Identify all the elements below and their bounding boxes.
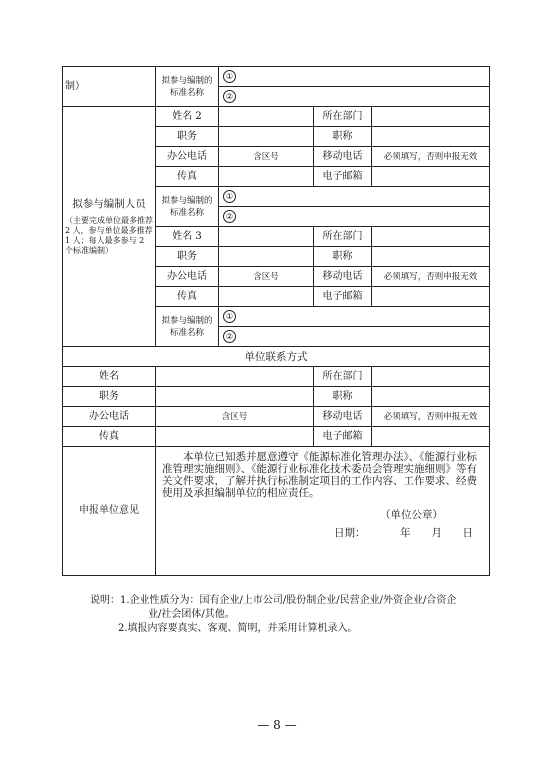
marker-one: ①	[223, 70, 236, 83]
mobile-field[interactable]: 必须填写，否则申报无效	[372, 407, 490, 427]
department-field[interactable]	[372, 367, 490, 387]
marker-one: ①	[223, 310, 236, 323]
note-line-2: 业/社会团体/其他。	[148, 609, 235, 620]
page-number: — 8 —	[257, 718, 297, 732]
title-field[interactable]	[372, 127, 490, 147]
department-field[interactable]	[372, 227, 490, 247]
marker-one: ①	[223, 190, 236, 203]
unit-seal-label: （单位公章）	[380, 509, 444, 521]
unit-name-field[interactable]	[156, 367, 314, 387]
unit-fax-row	[63, 427, 490, 447]
standard-field-2[interactable]	[219, 207, 490, 227]
standard-field-1[interactable]	[219, 67, 490, 87]
marker-two: ②	[223, 210, 236, 223]
unit-contact-title: 单位联系方式	[63, 347, 490, 367]
fax-field[interactable]	[219, 167, 314, 187]
department-label: 所在部门	[314, 367, 372, 387]
note-line-3: 2.填报内容要真实、客观、简明，并采用计算机录入。	[118, 623, 358, 634]
standard-field-2[interactable]	[219, 327, 490, 347]
prev-section-tail: 制）	[63, 67, 156, 107]
office-phone-field[interactable]: 含区号	[219, 147, 314, 167]
month-label: 月	[431, 527, 442, 539]
personnel-group-note: （主要完成单位最多推荐 2 人，参与单位最多推荐 1 人；每人最多参与 2 个标准编制）	[65, 215, 153, 255]
standard-field-1[interactable]	[219, 187, 490, 207]
date-label: 日期：	[333, 527, 366, 539]
personnel-group-cell	[63, 107, 156, 347]
day-label: 日	[462, 527, 474, 539]
note-line-1: 说明：1.企业性质分为：国有企业/上市公司/股份制企业/民营企业/外资企业/合资企	[90, 595, 457, 606]
email-label: 电子邮箱	[314, 167, 372, 187]
proposed-standard-label: 拟参与编制的标准名称	[156, 187, 219, 227]
proposed-standard-label: 拟参与编制的标准名称	[156, 307, 219, 347]
email-field[interactable]	[372, 287, 490, 307]
marker-two: ②	[223, 90, 236, 103]
mobile-label: 移动电话	[314, 147, 372, 167]
email-label: 电子邮箱	[314, 427, 372, 447]
title-field[interactable]	[372, 387, 490, 407]
position-label: 职务	[63, 387, 156, 407]
title-label: 职称	[314, 127, 372, 147]
fax-field[interactable]	[219, 287, 314, 307]
notes	[90, 594, 490, 636]
mobile-label: 移动电话	[314, 407, 372, 427]
office-phone-field[interactable]: 含区号	[156, 407, 314, 427]
position-field[interactable]	[219, 127, 314, 147]
department-label: 所在部门	[314, 227, 372, 247]
fax-label: 传真	[156, 167, 219, 187]
standard-row-prev-1	[63, 67, 490, 87]
name2-label: 姓名 2	[156, 107, 219, 127]
name3-label: 姓名 3	[156, 227, 219, 247]
unit-phone-row	[63, 407, 490, 427]
email-label: 电子邮箱	[314, 287, 372, 307]
application-form-table	[62, 66, 490, 576]
date-line	[162, 527, 483, 539]
year-label: 年	[400, 527, 411, 539]
fax-field[interactable]	[156, 427, 314, 447]
unit-name-label: 姓名	[63, 367, 156, 387]
fax-label: 传真	[156, 287, 219, 307]
position-field[interactable]	[156, 387, 314, 407]
opinion-row	[63, 447, 490, 576]
position-label: 职务	[156, 247, 219, 267]
marker-two: ②	[223, 330, 236, 343]
email-field[interactable]	[372, 167, 490, 187]
person2-name-row	[63, 107, 490, 127]
office-phone-label: 办公电话	[63, 407, 156, 427]
opinion-cell	[156, 447, 490, 576]
position-field[interactable]	[219, 247, 314, 267]
opinion-label: 申报单位意见	[63, 447, 156, 576]
unit-name-row	[63, 367, 490, 387]
name3-field[interactable]	[219, 227, 314, 247]
opinion-statement: 本单位已知悉并愿意遵守《能源标准化管理办法》、《能源行业标准管理实施细则》、《能源行业标准化技术委员会管理实施细则》等有关文件要求，了解并执行标准制定项目的工作内容、工作要求、经费使用及承担编制单位的相应责任。	[162, 451, 477, 499]
position-label: 职务	[156, 127, 219, 147]
standard-field-1[interactable]	[219, 307, 490, 327]
mobile-field[interactable]: 必须填写，否则申报无效	[372, 147, 490, 167]
office-phone-label: 办公电话	[156, 147, 219, 167]
title-label: 职称	[314, 247, 372, 267]
proposed-standard-label: 拟参与编制的标准名称	[156, 67, 219, 107]
mobile-label: 移动电话	[314, 267, 372, 287]
title-label: 职称	[314, 387, 372, 407]
mobile-field[interactable]: 必须填写，否则申报无效	[372, 267, 490, 287]
email-field[interactable]	[372, 427, 490, 447]
unit-contact-title-row	[63, 347, 490, 367]
office-phone-field[interactable]: 含区号	[219, 267, 314, 287]
name2-field[interactable]	[219, 107, 314, 127]
standard-field-2[interactable]	[219, 87, 490, 107]
title-field[interactable]	[372, 247, 490, 267]
department-label: 所在部门	[314, 107, 372, 127]
office-phone-label: 办公电话	[156, 267, 219, 287]
fax-label: 传真	[63, 427, 156, 447]
personnel-group-title: 拟参与编制人员	[72, 197, 146, 210]
department-field[interactable]	[372, 107, 490, 127]
unit-position-row	[63, 387, 490, 407]
